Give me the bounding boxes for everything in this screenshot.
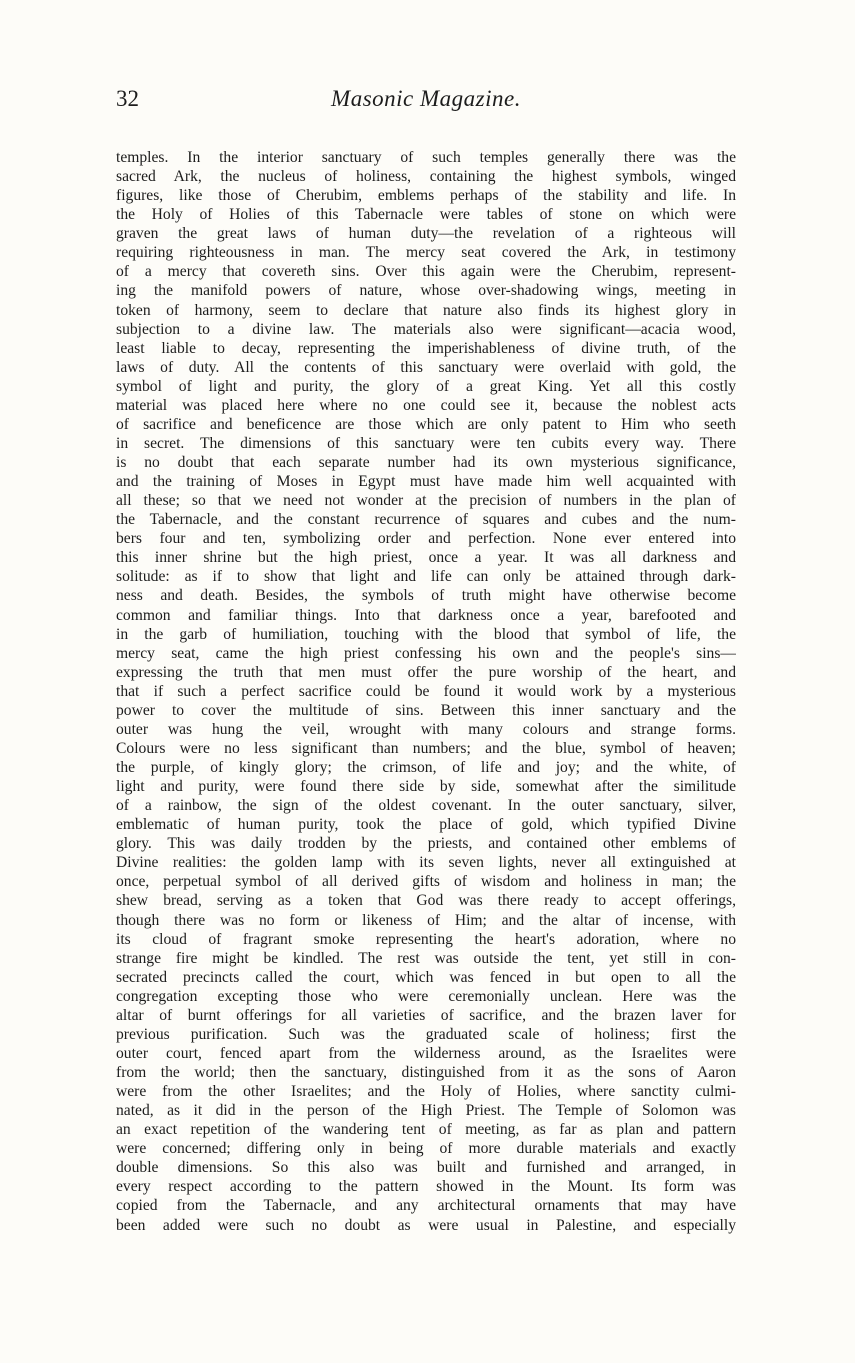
text-line: nated, as it did in the person of the High Priest. The Temple of Solomon was: [116, 1102, 736, 1120]
text-line: previous purification. Such was the graduated scale of holiness; first the: [116, 1025, 736, 1043]
text-line: the purple, of kingly glory; the crimson, of life and joy; and the white, of: [116, 759, 736, 776]
text-line: every respect according to the pattern showed in the Mount. Its form was: [116, 1178, 736, 1196]
text-line: been added were such no doubt as were usual in Palestine, and especially: [116, 1216, 736, 1234]
text-line: in secret. The dimensions of this sanctuary were ten cubits every way. There: [116, 434, 736, 452]
text-line: that if such a perfect sacrifice could be found it would work by a mysterious: [116, 682, 736, 700]
text-line: of sacrifice and beneficence are those which are only patent to Him who seeth: [116, 415, 736, 433]
text-line: its cloud of fragrant smoke representing the heart's adoration, where no: [116, 930, 736, 948]
page-header: [116, 86, 736, 120]
text-line: and the training of Moses in Egypt must have made him well acquainted with: [116, 473, 736, 491]
text-line: requiring righteousness in man. The mercy seat covered the Ark, in testimony: [116, 244, 736, 262]
text-line: subjection to a divine law. The materials also were significant—acacia wood,: [116, 320, 736, 338]
text-line: emblematic of human purity, took the place of gold, which typified Divine: [116, 816, 736, 834]
text-line: shew bread, serving as a token that God was there ready to accept offerings,: [116, 892, 736, 910]
text-line: this inner shrine but the high priest, once a year. It was all darkness and: [116, 549, 736, 567]
text-line: all these; so that we need not wonder at the precision of numbers in the plan of: [116, 492, 736, 510]
article-body: [116, 148, 736, 1235]
text-line: in the garb of humiliation, touching with the blood that symbol of life, the: [116, 625, 736, 643]
text-line: were from the other Israelites; and the Holy of Holies, where sanctity culmi-: [116, 1083, 736, 1101]
text-line: common and familiar things. Into that darkness once a year, barefooted and: [116, 606, 736, 624]
text-line: ness and death. Besides, the symbols of truth might have otherwise become: [116, 587, 736, 605]
text-line: glory. This was daily trodden by the priests, and contained other emblems of: [116, 835, 736, 853]
text-line: double dimensions. So this also was built and furnished and arranged, in: [116, 1159, 736, 1177]
text-line: though there was no form or likeness of Him; and the altar of incense, with: [116, 911, 736, 929]
text-line: light and purity, were found there side by side, somewhat after the similitude: [116, 778, 736, 796]
text-line: ing the manifold powers of nature, whose over-shadowing wings, meeting in: [116, 282, 736, 300]
text-line: the Tabernacle, and the constant recurrence of squares and cubes and the num-: [116, 511, 736, 529]
text-line: expressing the truth that men must offer the pure worship of the heart, and: [116, 663, 736, 681]
text-line: altar of burnt offerings for all varieties of sacrifice, and the brazen laver for: [116, 1006, 736, 1024]
text-line: material was placed here where no one could see it, because the noblest acts: [116, 396, 736, 414]
text-line: copied from the Tabernacle, and any architectural ornaments that may have: [116, 1197, 736, 1215]
text-line: outer court, fenced apart from the wilderness around, as the Israelites were: [116, 1044, 736, 1062]
text-line: laws of duty. All the contents of this sanctuary were overlaid with gold, the: [116, 358, 736, 376]
text-line: least liable to decay, representing the imperishableness of divine truth, of the: [116, 339, 736, 357]
text-line: Divine realities: the golden lamp with its seven lights, never all extinguished at: [116, 854, 736, 872]
text-line: congregation excepting those who were ceremonially unclean. Here was the: [116, 987, 736, 1005]
text-line: once, perpetual symbol of all derived gifts of wisdom and holiness in man; the: [116, 873, 736, 891]
text-line: graven the great laws of human duty—the revelation of a righteous will: [116, 225, 736, 243]
text-line: outer was hung the veil, wrought with many colours and strange forms.: [116, 720, 736, 738]
running-title: Masonic Magazine.: [331, 86, 521, 111]
text-line: the Holy of Holies of this Tabernacle were tables of stone on which were: [116, 206, 736, 224]
text-line: bers four and ten, symbolizing order and perfection. None ever entered into: [116, 530, 736, 548]
text-line: figures, like those of Cherubim, emblems perhaps of the stability and life. In: [116, 187, 736, 205]
page-number: 32: [116, 86, 139, 111]
text-line: strange fire might be kindled. The rest was outside the tent, yet still in con-: [116, 949, 736, 967]
text-line: an exact repetition of the wandering tent of meeting, as far as plan and pattern: [116, 1121, 736, 1139]
text-line: token of harmony, seem to declare that nature also finds its highest glory in: [116, 301, 736, 319]
text-line: solitude: as if to show that light and life can only be attained through dark-: [116, 568, 736, 586]
text-line: symbol of light and purity, the glory of a great King. Yet all this costly: [116, 377, 736, 395]
text-line: Colours were no less significant than numbers; and the blue, symbol of heaven;: [116, 739, 736, 757]
text-line: were concerned; differing only in being of more durable materials and exactly: [116, 1140, 736, 1158]
text-line: of a mercy that covereth sins. Over this again were the Cherubim, represent-: [116, 263, 736, 281]
text-line: temples. In the interior sanctuary of such temples generally there was the: [116, 149, 736, 166]
text-line: is no doubt that each separate number had its own mysterious significance,: [116, 454, 736, 471]
text-line: of a rainbow, the sign of the oldest covenant. In the outer sanctuary, silver,: [116, 797, 736, 815]
text-line: power to cover the multitude of sins. Between this inner sanctuary and the: [116, 701, 736, 719]
text-line: sacred Ark, the nucleus of holiness, containing the highest symbols, winged: [116, 168, 736, 186]
text-line: secrated precincts called the court, which was fenced in but open to all the: [116, 968, 736, 986]
text-line: mercy seat, came the high priest confessing his own and the people's sins—: [116, 644, 736, 662]
text-line: from the world; then the sanctuary, distinguished from it as the sons of Aaron: [116, 1064, 736, 1081]
